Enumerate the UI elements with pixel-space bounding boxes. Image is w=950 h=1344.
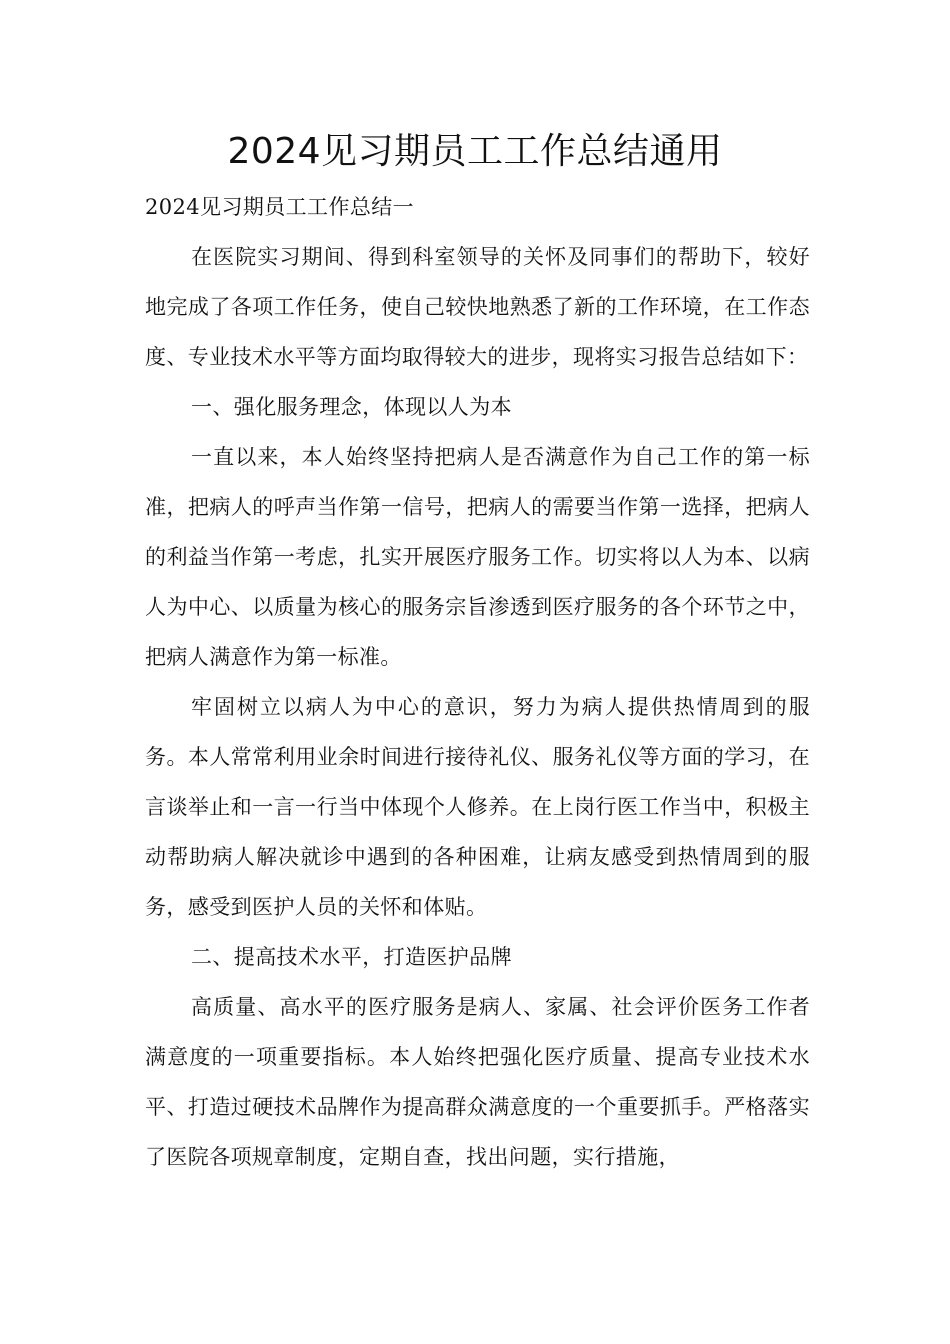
section-1-paragraph-1: 一直以来，本人始终坚持把病人是否满意作为自己工作的第一标准，把病人的呼声当作第一信号，把病人的需要当作第一选择，把病人的利益当作第一考虑，扎实开展医疗服务工作。切实将以人为本、以病人为中心、以质量为核心的服务宗旨渗透到医疗服务的各个环节之中，把病人满意作为第一标准。	[145, 445, 810, 669]
intro-paragraph: 在医院实习期间、得到科室领导的关怀及同事们的帮助下，较好地完成了各项工作任务，使自己较快地熟悉了新的工作环境，在工作态度、专业技术水平等方面均取得较大的进步，现将实习报告总结如下：	[145, 245, 810, 369]
section-1-heading: 一、强化服务理念，体现以人为本	[191, 395, 512, 419]
document-subtitle: 2024见习期员工工作总结一	[145, 195, 415, 219]
document-title: 2024见习期员工工作总结通用	[227, 131, 723, 172]
section-1-paragraph-2: 牢固树立以病人为中心的意识，努力为病人提供热情周到的服务。本人常常利用业余时间进行接待礼仪、服务礼仪等方面的学习，在言谈举止和一言一行当中体现个人修养。在上岗行医工作当中，积极主动帮助病人解决就诊中遇到的各种困难，让病友感受到热情周到的服务，感受到医护人员的关怀和体贴。	[145, 695, 810, 919]
document-body	[145, 182, 810, 1182]
section-2-heading: 二、提高技术水平，打造医护品牌	[191, 945, 512, 969]
section-2-paragraph-1: 高质量、高水平的医疗服务是病人、家属、社会评价医务工作者满意度的一项重要指标。本人始终把强化医疗质量、提高专业技术水平、打造过硬技术品牌作为提高群众满意度的一个重要抓手。严格落实了医院各项规章制度，定期自查，找出问题，实行措施，	[145, 995, 810, 1169]
